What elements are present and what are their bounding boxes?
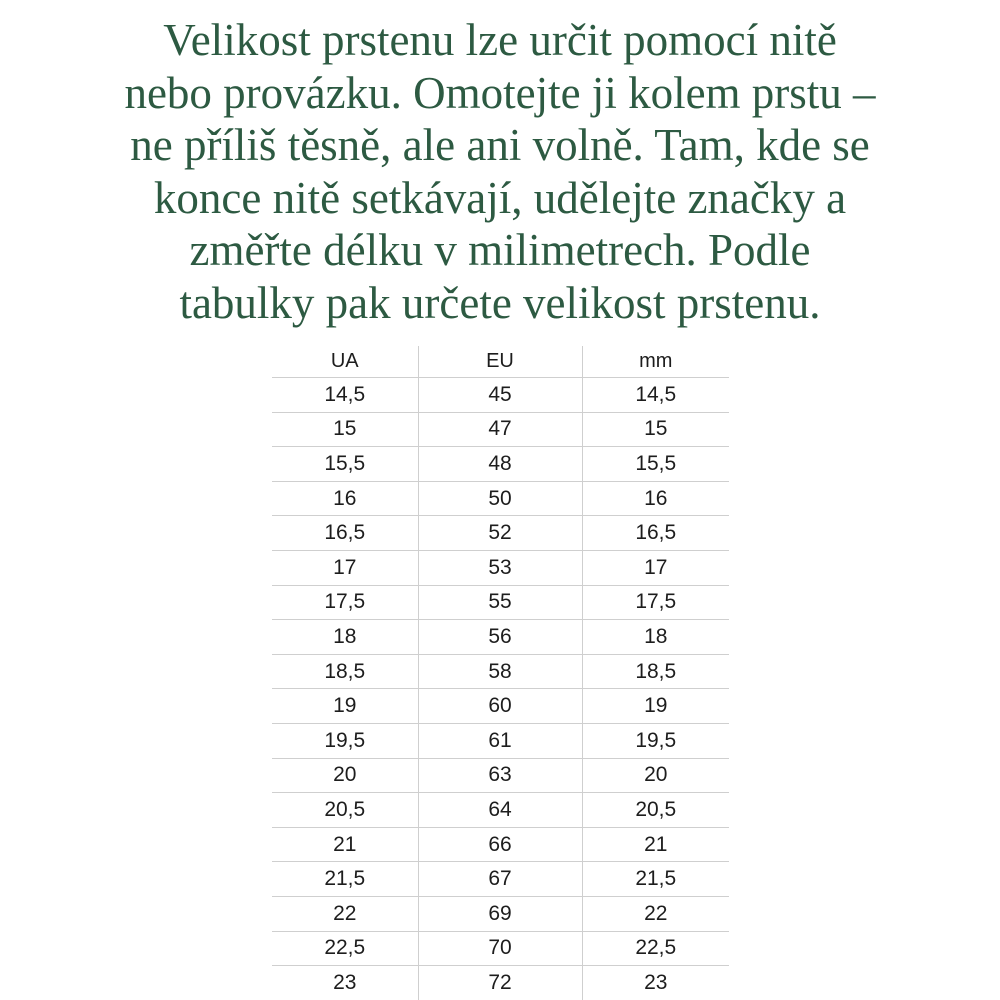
- table-cell: 16,5: [272, 516, 418, 551]
- table-row: [272, 654, 729, 689]
- table-row: [272, 896, 729, 931]
- table-cell: 21,5: [272, 862, 418, 897]
- instructions-line: tabulky pak určete velikost prstenu.: [179, 277, 821, 328]
- table-cell: 22: [272, 896, 418, 931]
- table-header-row: [272, 346, 729, 378]
- table-row: [272, 481, 729, 516]
- instructions-line: Velikost prstenu lze určit pomocí nitě: [163, 15, 837, 65]
- table-cell: 58: [418, 654, 582, 689]
- table-cell: 14,5: [582, 378, 729, 413]
- table-cell: 45: [418, 378, 582, 413]
- table-cell: 15,5: [582, 447, 729, 482]
- table-cell: 55: [418, 585, 582, 620]
- table-cell: 22,5: [272, 931, 418, 966]
- table-cell: 19,5: [272, 723, 418, 758]
- table-cell: 19,5: [582, 723, 729, 758]
- table-cell: 48: [418, 447, 582, 482]
- table-cell: 18: [582, 620, 729, 655]
- table-cell: 17: [582, 550, 729, 585]
- table-cell: 52: [418, 516, 582, 551]
- table-cell: 53: [418, 550, 582, 585]
- table-cell: 21: [582, 827, 729, 862]
- instructions-line: změřte délku v milimetrech. Podle: [189, 225, 811, 275]
- table-row: [272, 723, 729, 758]
- table-cell: 16: [272, 481, 418, 516]
- table-row: [272, 585, 729, 620]
- table-cell: 60: [418, 689, 582, 724]
- table-cell: 20: [272, 758, 418, 793]
- table-row: [272, 862, 729, 897]
- size-table-body: [272, 378, 729, 1000]
- table-row: [272, 689, 729, 724]
- table-cell: 20,5: [582, 793, 729, 828]
- table-row: [272, 378, 729, 413]
- table-cell: 20: [582, 758, 729, 793]
- table-cell: 23: [272, 966, 418, 1000]
- table-cell: 67: [418, 862, 582, 897]
- table-cell: 72: [418, 966, 582, 1000]
- table-cell: 69: [418, 896, 582, 931]
- table-cell: 18,5: [582, 654, 729, 689]
- table-cell: 16,5: [582, 516, 729, 551]
- table-cell: 19: [582, 689, 729, 724]
- table-cell: 50: [418, 481, 582, 516]
- table-cell: 22: [582, 896, 729, 931]
- table-cell: 61: [418, 723, 582, 758]
- table-row: [272, 966, 729, 1000]
- table-row: [272, 550, 729, 585]
- table-row: [272, 447, 729, 482]
- table-row: [272, 412, 729, 447]
- instructions-line: ne příliš těsně, ale ani volně. Tam, kde se: [130, 120, 870, 170]
- table-cell: 15: [582, 412, 729, 447]
- table-row: [272, 793, 729, 828]
- ring-size-table: [272, 346, 729, 1000]
- table-cell: 17: [272, 550, 418, 585]
- table-cell: 22,5: [582, 931, 729, 966]
- table-cell: 20,5: [272, 793, 418, 828]
- column-header-mm: mm: [582, 346, 729, 378]
- table-cell: 15,5: [272, 447, 418, 482]
- table-cell: 23: [582, 966, 729, 1000]
- table-cell: 18,5: [272, 654, 418, 689]
- table-cell: 17,5: [582, 585, 729, 620]
- column-header-eu: EU: [418, 346, 582, 378]
- table-row: [272, 758, 729, 793]
- table-cell: 56: [418, 620, 582, 655]
- table-row: [272, 931, 729, 966]
- table-cell: 47: [418, 412, 582, 447]
- table-cell: 21,5: [582, 862, 729, 897]
- table-cell: 66: [418, 827, 582, 862]
- table-cell: 21: [272, 827, 418, 862]
- table-cell: 64: [418, 793, 582, 828]
- table-row: [272, 620, 729, 655]
- instructions-line: konce nitě setkávají, udělejte značky a: [153, 172, 847, 223]
- table-cell: 16: [582, 481, 729, 516]
- instructions-text: [40, 14, 960, 329]
- table-row: [272, 516, 729, 551]
- table-cell: 17,5: [272, 585, 418, 620]
- table-cell: 15: [272, 412, 418, 447]
- table-cell: 63: [418, 758, 582, 793]
- table-cell: 19: [272, 689, 418, 724]
- table-cell: 70: [418, 931, 582, 966]
- instructions-line: nebo provázku. Omotejte ji kolem prstu –: [124, 67, 876, 118]
- column-header-ua: UA: [330, 350, 359, 372]
- table-cell: 14,5: [272, 378, 418, 413]
- table-row: [272, 827, 729, 862]
- table-cell: 18: [272, 620, 418, 655]
